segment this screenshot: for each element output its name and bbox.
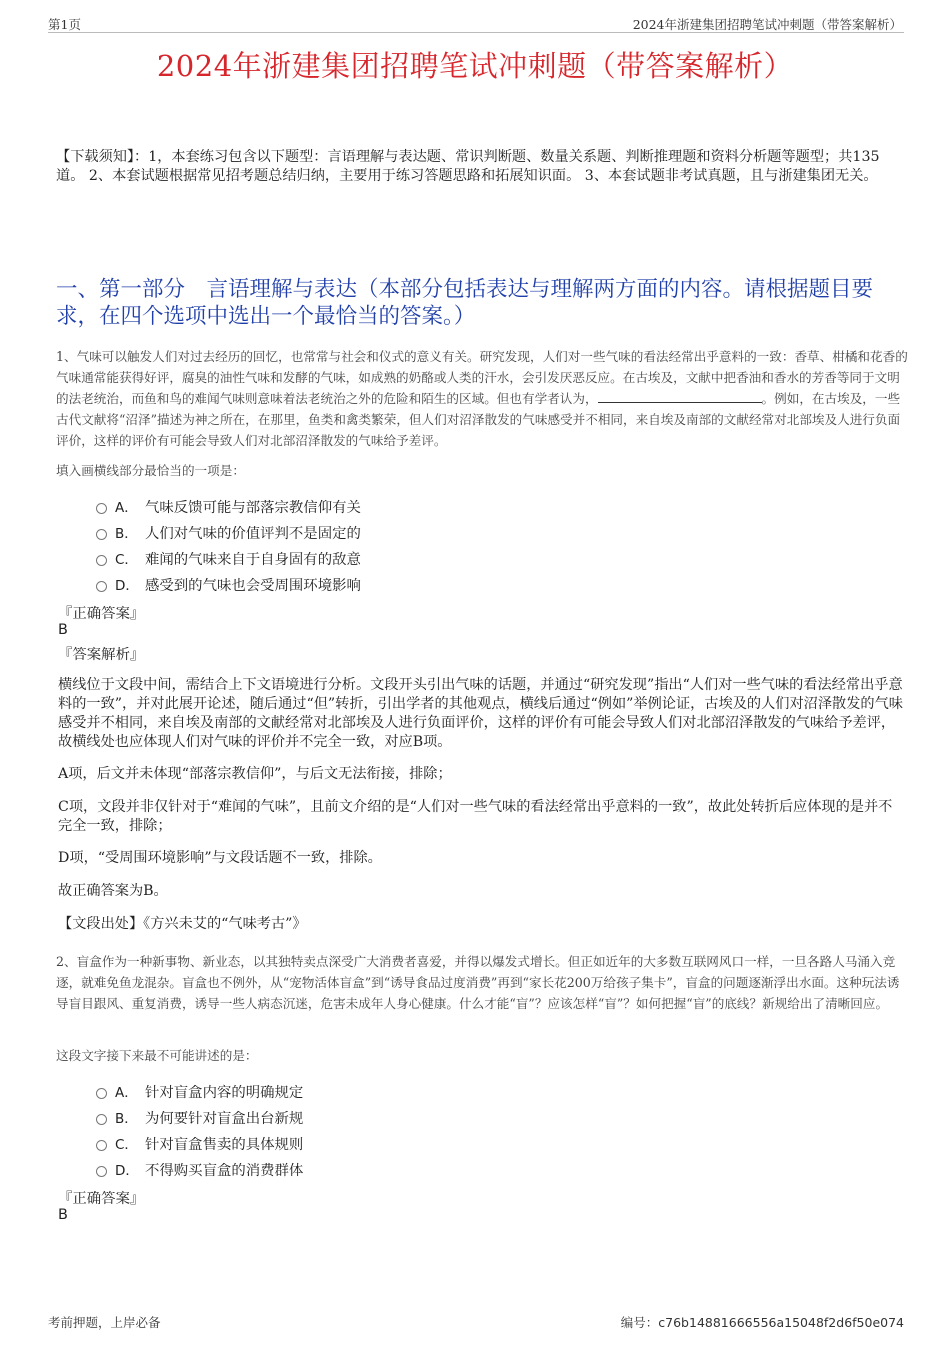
answer-value: B	[58, 622, 68, 638]
radio-icon[interactable]	[96, 555, 107, 566]
radio-icon[interactable]	[96, 1140, 107, 1151]
analysis-paragraph: D项，“受周围环境影响”与文段话题不一致，排除。	[58, 850, 382, 866]
question-1-text-part2: 。例如，在古埃及，一些古代文献将“沼泽”描述为神之所在，在那里，鱼类和禽类繁荣，但人们对沼泽散发的气味感受并不相同，来自埃及南部的文献经常对北部埃及人进行负面评价，这样的评价有可能会导致人们对北部沼泽散发的气味给予差评。	[56, 391, 901, 448]
footer-slogan: 考前押题，上岸必备	[48, 1315, 161, 1330]
analysis-paragraph: 故正确答案为B。	[58, 883, 168, 899]
footer-code-label: 编号：	[620, 1315, 659, 1330]
question-1-text-part1: 1、气味可以触发人们对过去经历的回忆，也常常与社会和仪式的意义有关。研究发现，人们对一些气味的看法经常出乎意料的一致：香草、柑橘和花香的气味通常能获得好评，腐臭的油性气味和发酵的气味，如成熟的奶酪或人类的汗水，会引发厌恶反应。在古埃及，文献中把香油和香水的芳香等同于文明的法老统治，而鱼和鸟的难闻气味则意味着法老统治之外的危险和陌生的区域。但也有学者认为，	[56, 349, 908, 406]
footer-code	[621, 1313, 904, 1331]
radio-icon[interactable]	[96, 1088, 107, 1099]
answer-label: 『正确答案』	[58, 606, 145, 622]
fill-in-blank	[598, 391, 680, 403]
header-doc-title: 2024年浙建集团招聘笔试冲刺题（带答案解析）	[632, 17, 902, 32]
option-a[interactable]: A． 气味反馈可能与部落宗教信仰有关	[96, 493, 361, 519]
fill-in-blank	[680, 391, 762, 403]
question-1-prompt: 填入画横线部分最恰当的一项是：	[56, 463, 245, 478]
analysis-paragraph: 横线位于文段中间，需结合上下文语境进行分析。文段开头引出气味的话题，并通过“研究发现”指出“人们对一些气味的看法经常出乎意料的一致”，并对此展开论述，随后通过“但”转折，引出学者的其他观点，横线后通过“例如”举例论证，古埃及的人们对沼泽散发的气味感受并不相同，来自埃及南部的文献经常对北部埃及人进行负面评价，这样的评价有可能会导致人们对北部沼泽散发的气味给予差评，故横线处也应体现人们对气味的评价并不完全一致，对应B项。	[58, 677, 903, 750]
radio-icon[interactable]	[96, 503, 107, 514]
section-title: 一、第一部分 言语理解与表达（本部分包括表达与理解两方面的内容。请根据题目要求，在四个选项中选出一个最恰当的答案。）	[56, 277, 874, 329]
radio-icon[interactable]	[96, 1166, 107, 1177]
option-a[interactable]: A． 针对盲盒内容的明确规定	[96, 1078, 303, 1104]
page-header	[48, 13, 904, 33]
analysis-paragraph: C项，文段并非仅针对于“难闻的气味”，且前文介绍的是“人们对一些气味的看法经常出乎意料的一致”，故此处转折后应体现的是并不完全一致，排除；	[58, 799, 893, 834]
radio-icon[interactable]	[96, 581, 107, 592]
download-notice: 【下载须知】：1，本套练习包含以下题型：言语理解与表达题、常识判断题、数量关系题、判断推理题和资料分析题等题型；共135道。 2、本套试题根据常见招考题总结归纳，主要用于练习答题思路和拓展知识面。 3、本套试题非考试真题，且与浙建集团无关。	[56, 149, 880, 184]
page-number: 第1页	[48, 17, 81, 32]
analysis-paragraph: A项，后文并未体现“部落宗教信仰”，与后文无法衔接，排除；	[58, 766, 452, 782]
analysis-label: 『答案解析』	[58, 647, 145, 663]
question-1-text	[56, 346, 908, 451]
option-d[interactable]: D． 不得购买盲盒的消费群体	[96, 1156, 303, 1182]
answer-value: B	[58, 1207, 68, 1223]
question-1-options	[96, 493, 361, 597]
document-title: 2024年浙建集团招聘笔试冲刺题（带答案解析）	[156, 49, 794, 83]
answer-label: 『正确答案』	[58, 1191, 145, 1207]
option-c[interactable]: C． 难闻的气味来自于自身固有的敌意	[96, 545, 361, 571]
radio-icon[interactable]	[96, 1114, 107, 1125]
option-b[interactable]: B． 为何要针对盲盒出台新规	[96, 1104, 303, 1130]
option-d[interactable]: D． 感受到的气味也会受周围环境影响	[96, 571, 361, 597]
option-b[interactable]: B． 人们对气味的价值评判不是固定的	[96, 519, 361, 545]
question-2-options	[96, 1078, 303, 1182]
footer-code-value: c76b14881666556a15048f2d6f50e074	[658, 1315, 904, 1330]
option-c[interactable]: C． 针对盲盒售卖的具体规则	[96, 1130, 303, 1156]
radio-icon[interactable]	[96, 529, 107, 540]
question-2-prompt: 这段文字接下来最不可能讲述的是：	[56, 1048, 258, 1063]
source-note: 【文段出处】《方兴未艾的“气味考古”》	[58, 916, 307, 932]
question-2-text: 2、盲盒作为一种新事物、新业态，以其独特卖点深受广大消费者喜爱，并得以爆发式增长。但正如近年的大多数互联网风口一样，一旦各路人马涌入竞逐，就难免鱼龙混杂。盲盒也不例外，从“宠物活体盲盒”到“诱导食品过度消费”再到“家长花200万给孩子集卡”，盲盒的问题逐渐浮出水面。这种玩法诱导盲目跟风、重复消费，诱导一些人病态沉迷，危害未成年人身心健康。什么才能“盲”？应该怎样“盲”？如何把握“盲”的底线？新规给出了清晰回应。	[56, 954, 900, 1011]
